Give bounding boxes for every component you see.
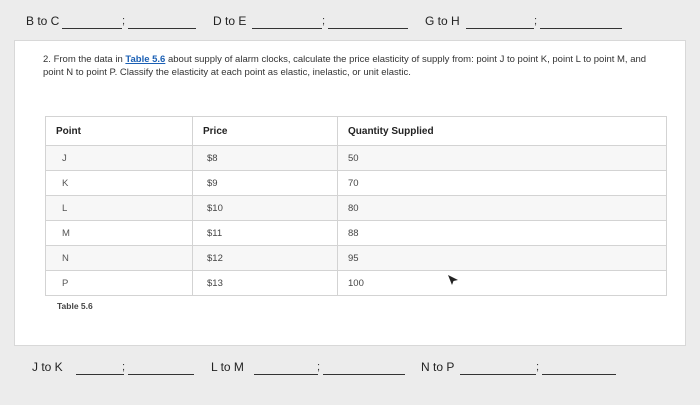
- cell-point: K: [46, 171, 193, 196]
- cell-price: $12: [193, 246, 338, 271]
- answer-separator: ;: [122, 15, 126, 27]
- cell-point: L: [46, 196, 193, 221]
- table-header-row: [46, 117, 667, 146]
- answer-blank-n-to-p-1[interactable]: [460, 374, 536, 375]
- table-row: [46, 246, 667, 271]
- answer-blank-b-to-c-1[interactable]: [62, 28, 122, 29]
- question-text-after: about supply of alarm clocks, calculate the price elasticity of supply from: point J to point K, point L to point M, and point N to point P. Classify the elasticity at each point as elastic, inelastic, or unit elastic.: [43, 54, 647, 78]
- answer-label-d-to-e: D to E: [213, 14, 247, 28]
- answer-label-j-to-k: J to K: [32, 360, 63, 374]
- header-point: Point: [46, 117, 193, 146]
- answer-blank-j-to-k-1[interactable]: [76, 374, 124, 375]
- cell-point: J: [46, 146, 193, 171]
- cell-quantity: 50: [338, 146, 667, 171]
- question-text-before: From the data in: [53, 54, 123, 65]
- answer-blank-g-to-h-2[interactable]: [540, 28, 622, 29]
- answer-blank-d-to-e-1[interactable]: [252, 28, 322, 29]
- cell-quantity: 88: [338, 221, 667, 246]
- answer-label-l-to-m: L to M: [211, 360, 244, 374]
- table-caption: Table 5.6: [57, 301, 93, 311]
- question-text: [43, 54, 663, 79]
- answer-separator: ;: [322, 15, 326, 27]
- cell-price: $10: [193, 196, 338, 221]
- answer-separator: ;: [122, 361, 126, 373]
- cell-point: P: [46, 271, 193, 296]
- table-row: [46, 221, 667, 246]
- answer-blank-l-to-m-2[interactable]: [323, 374, 405, 375]
- cell-point: M: [46, 221, 193, 246]
- answer-blank-b-to-c-2[interactable]: [128, 28, 196, 29]
- question-number: 2.: [43, 54, 51, 65]
- cell-price: $11: [193, 221, 338, 246]
- answer-separator: ;: [317, 361, 321, 373]
- mouse-pointer-icon: [447, 274, 459, 286]
- answer-blank-d-to-e-2[interactable]: [328, 28, 408, 29]
- answer-blank-l-to-m-1[interactable]: [254, 374, 318, 375]
- supply-table: [45, 116, 667, 296]
- answer-separator: ;: [534, 15, 538, 27]
- answer-blank-g-to-h-1[interactable]: [466, 28, 534, 29]
- header-quantity-supplied: Quantity Supplied: [338, 117, 667, 146]
- answer-separator: ;: [536, 361, 540, 373]
- question-panel: [14, 40, 686, 346]
- header-price: Price: [193, 117, 338, 146]
- table-row: [46, 271, 667, 296]
- table-link[interactable]: Table 5.6: [125, 54, 166, 65]
- cell-quantity: 70: [338, 171, 667, 196]
- cell-price: $8: [193, 146, 338, 171]
- answer-blank-j-to-k-2[interactable]: [128, 374, 194, 375]
- cell-point: N: [46, 246, 193, 271]
- cell-quantity: 95: [338, 246, 667, 271]
- cell-quantity: 100: [338, 271, 667, 296]
- answer-label-g-to-h: G to H: [425, 14, 460, 28]
- answer-label-b-to-c: B to C: [26, 14, 60, 28]
- answer-label-n-to-p: N to P: [421, 360, 455, 374]
- cell-price: $13: [193, 271, 338, 296]
- answer-blank-n-to-p-2[interactable]: [542, 374, 616, 375]
- table-row: [46, 146, 667, 171]
- cell-quantity: 80: [338, 196, 667, 221]
- table-row: [46, 171, 667, 196]
- table-row: [46, 196, 667, 221]
- cell-price: $9: [193, 171, 338, 196]
